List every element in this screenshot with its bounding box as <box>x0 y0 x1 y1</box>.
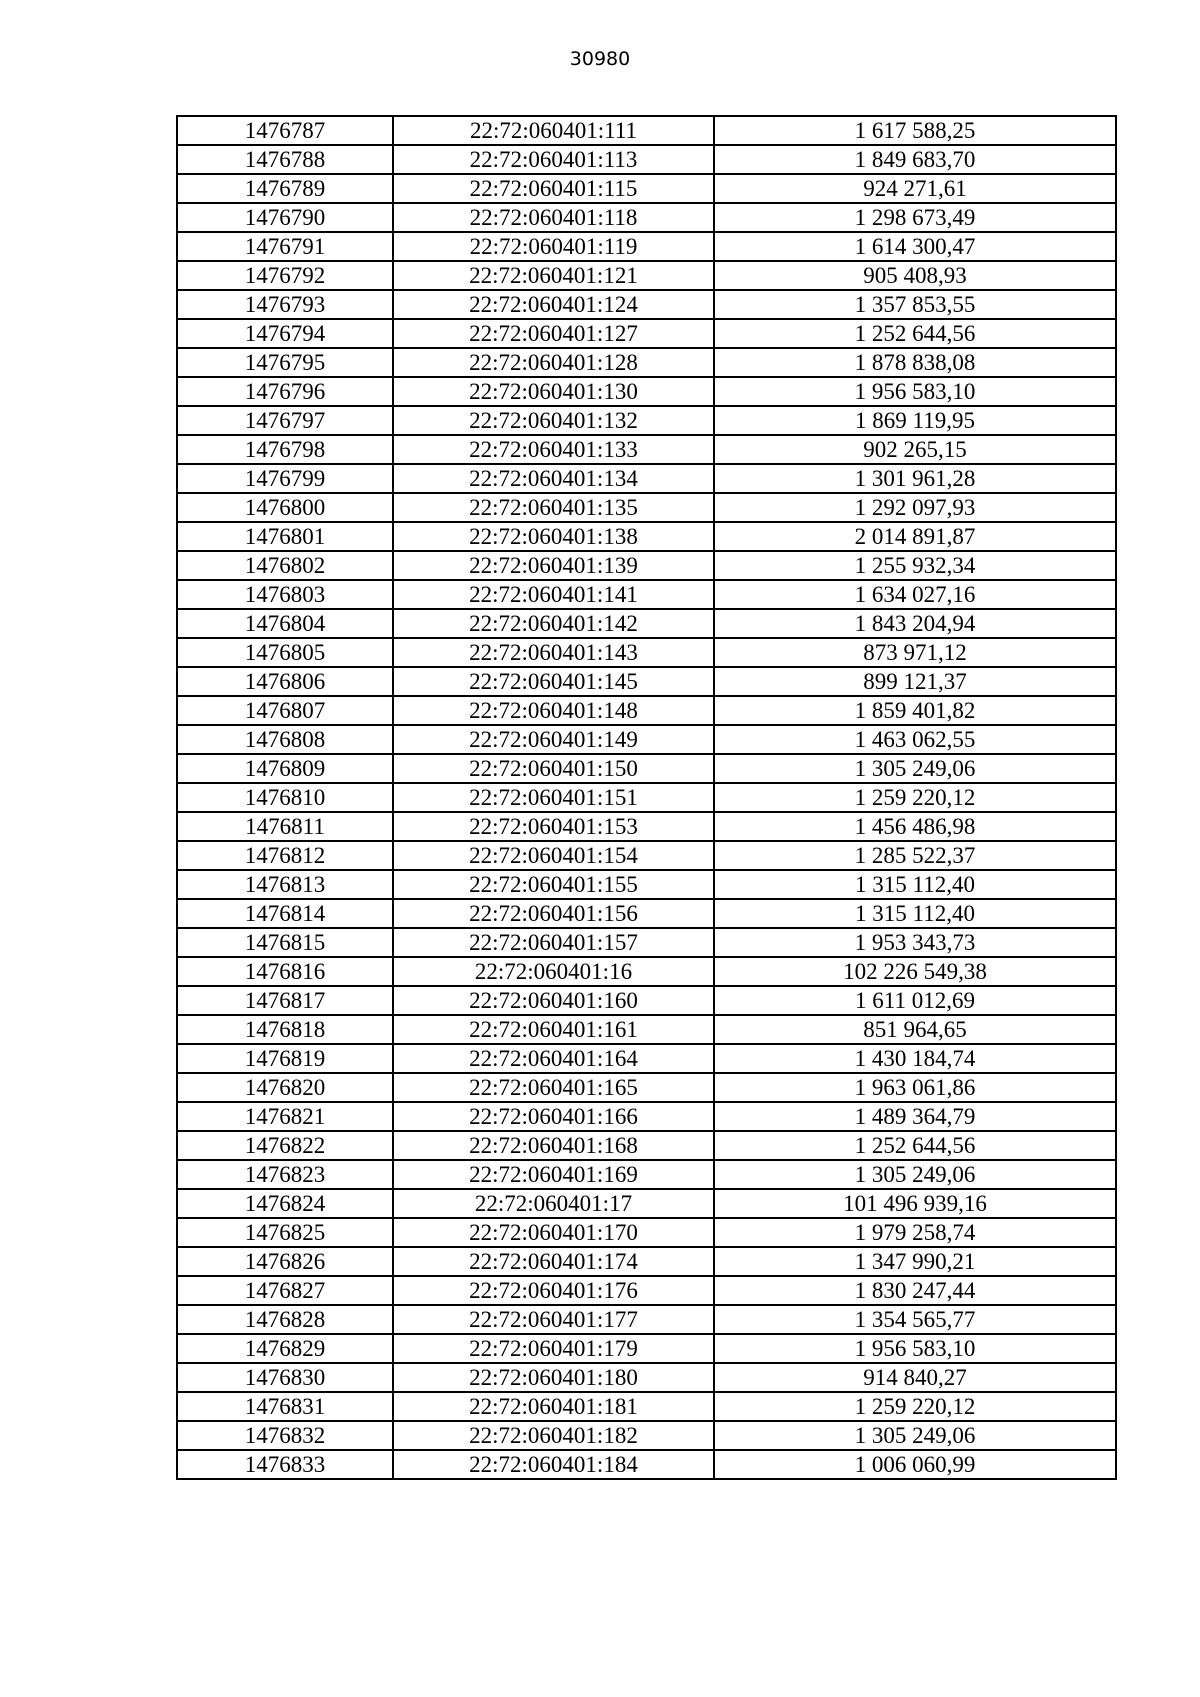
cadastral-value-cell: 1 456 486,98 <box>714 812 1116 841</box>
cadastral-number-cell: 22:72:060401:111 <box>393 116 714 145</box>
record-number-cell: 1476809 <box>177 754 393 783</box>
cadastral-value-cell: 1 259 220,12 <box>714 783 1116 812</box>
cadastral-number-cell: 22:72:060401:141 <box>393 580 714 609</box>
cadastral-value-cell: 1 259 220,12 <box>714 1392 1116 1421</box>
cadastral-number-cell: 22:72:060401:17 <box>393 1189 714 1218</box>
cadastral-value-cell: 1 305 249,06 <box>714 754 1116 783</box>
record-number-cell: 1476811 <box>177 812 393 841</box>
cadastral-value-cell: 1 255 932,34 <box>714 551 1116 580</box>
cadastral-number-cell: 22:72:060401:119 <box>393 232 714 261</box>
cadastral-number-cell: 22:72:060401:176 <box>393 1276 714 1305</box>
cadastral-value-cell: 1 611 012,69 <box>714 986 1116 1015</box>
table-row <box>177 725 1116 754</box>
cadastral-value-cell: 924 271,61 <box>714 174 1116 203</box>
cadastral-number-cell: 22:72:060401:148 <box>393 696 714 725</box>
cadastral-number-cell: 22:72:060401:165 <box>393 1073 714 1102</box>
record-number-cell: 1476813 <box>177 870 393 899</box>
table-row <box>177 1044 1116 1073</box>
cadastral-value-cell: 1 859 401,82 <box>714 696 1116 725</box>
cadastral-value-cell: 873 971,12 <box>714 638 1116 667</box>
record-number-cell: 1476806 <box>177 667 393 696</box>
cadastral-number-cell: 22:72:060401:164 <box>393 1044 714 1073</box>
table-row <box>177 899 1116 928</box>
record-number-cell: 1476802 <box>177 551 393 580</box>
cadastral-value-cell: 1 430 184,74 <box>714 1044 1116 1073</box>
table-row <box>177 638 1116 667</box>
cadastral-value-cell: 914 840,27 <box>714 1363 1116 1392</box>
record-number-cell: 1476824 <box>177 1189 393 1218</box>
table-row <box>177 580 1116 609</box>
record-number-cell: 1476818 <box>177 1015 393 1044</box>
table-row <box>177 174 1116 203</box>
cadastral-number-cell: 22:72:060401:170 <box>393 1218 714 1247</box>
record-number-cell: 1476800 <box>177 493 393 522</box>
table-row <box>177 319 1116 348</box>
table-row <box>177 870 1116 899</box>
table-row <box>177 522 1116 551</box>
cadastral-value-cell: 1 301 961,28 <box>714 464 1116 493</box>
cadastral-number-cell: 22:72:060401:139 <box>393 551 714 580</box>
cadastral-value-cell: 1 315 112,40 <box>714 870 1116 899</box>
cadastral-number-cell: 22:72:060401:160 <box>393 986 714 1015</box>
cadastral-value-cell: 1 830 247,44 <box>714 1276 1116 1305</box>
cadastral-number-cell: 22:72:060401:182 <box>393 1421 714 1450</box>
record-number-cell: 1476814 <box>177 899 393 928</box>
cadastral-value-cell: 1 298 673,49 <box>714 203 1116 232</box>
cadastral-value-cell: 102 226 549,38 <box>714 957 1116 986</box>
table-row <box>177 1102 1116 1131</box>
cadastral-number-cell: 22:72:060401:133 <box>393 435 714 464</box>
cadastral-value-cell: 1 979 258,74 <box>714 1218 1116 1247</box>
cadastral-value-cell: 101 496 939,16 <box>714 1189 1116 1218</box>
table-row <box>177 1363 1116 1392</box>
table-row <box>177 377 1116 406</box>
record-number-cell: 1476832 <box>177 1421 393 1450</box>
table-row <box>177 754 1116 783</box>
cadastral-value-cell: 2 014 891,87 <box>714 522 1116 551</box>
table-row <box>177 203 1116 232</box>
cadastral-number-cell: 22:72:060401:16 <box>393 957 714 986</box>
table-row <box>177 1015 1116 1044</box>
cadastral-value-cell: 1 357 853,55 <box>714 290 1116 319</box>
record-number-cell: 1476822 <box>177 1131 393 1160</box>
record-number-cell: 1476790 <box>177 203 393 232</box>
table-row <box>177 1247 1116 1276</box>
cadastral-number-cell: 22:72:060401:177 <box>393 1305 714 1334</box>
cadastral-value-cell: 1 305 249,06 <box>714 1421 1116 1450</box>
record-number-cell: 1476815 <box>177 928 393 957</box>
cadastral-value-cell: 1 006 060,99 <box>714 1450 1116 1479</box>
table-row <box>177 986 1116 1015</box>
record-number-cell: 1476823 <box>177 1160 393 1189</box>
cadastral-number-cell: 22:72:060401:155 <box>393 870 714 899</box>
table-row <box>177 1392 1116 1421</box>
cadastral-value-table <box>176 115 1117 1480</box>
record-number-cell: 1476799 <box>177 464 393 493</box>
table-row <box>177 928 1116 957</box>
cadastral-value-cell: 1 315 112,40 <box>714 899 1116 928</box>
cadastral-value-cell: 1 347 990,21 <box>714 1247 1116 1276</box>
cadastral-number-cell: 22:72:060401:156 <box>393 899 714 928</box>
cadastral-number-cell: 22:72:060401:179 <box>393 1334 714 1363</box>
cadastral-value-cell: 1 252 644,56 <box>714 319 1116 348</box>
record-number-cell: 1476787 <box>177 116 393 145</box>
table-row <box>177 1073 1116 1102</box>
cadastral-number-cell: 22:72:060401:161 <box>393 1015 714 1044</box>
record-number-cell: 1476794 <box>177 319 393 348</box>
cadastral-number-cell: 22:72:060401:169 <box>393 1160 714 1189</box>
record-number-cell: 1476789 <box>177 174 393 203</box>
table-row <box>177 783 1116 812</box>
cadastral-number-cell: 22:72:060401:118 <box>393 203 714 232</box>
cadastral-number-cell: 22:72:060401:135 <box>393 493 714 522</box>
record-number-cell: 1476791 <box>177 232 393 261</box>
cadastral-value-cell: 1 963 061,86 <box>714 1073 1116 1102</box>
cadastral-value-cell: 1 305 249,06 <box>714 1160 1116 1189</box>
cadastral-number-cell: 22:72:060401:124 <box>393 290 714 319</box>
record-number-cell: 1476825 <box>177 1218 393 1247</box>
cadastral-value-cell: 899 121,37 <box>714 667 1116 696</box>
cadastral-number-cell: 22:72:060401:113 <box>393 145 714 174</box>
record-number-cell: 1476801 <box>177 522 393 551</box>
cadastral-value-cell: 902 265,15 <box>714 435 1116 464</box>
table-row <box>177 145 1116 174</box>
cadastral-number-cell: 22:72:060401:115 <box>393 174 714 203</box>
cadastral-number-cell: 22:72:060401:166 <box>393 1102 714 1131</box>
record-number-cell: 1476792 <box>177 261 393 290</box>
cadastral-number-cell: 22:72:060401:174 <box>393 1247 714 1276</box>
record-number-cell: 1476827 <box>177 1276 393 1305</box>
cadastral-value-cell: 1 956 583,10 <box>714 377 1116 406</box>
table-row <box>177 290 1116 319</box>
table-row <box>177 667 1116 696</box>
cadastral-number-cell: 22:72:060401:138 <box>393 522 714 551</box>
record-number-cell: 1476819 <box>177 1044 393 1073</box>
table-row <box>177 1189 1116 1218</box>
table-row <box>177 116 1116 145</box>
table-row <box>177 841 1116 870</box>
record-number-cell: 1476817 <box>177 986 393 1015</box>
cadastral-value-cell: 1 617 588,25 <box>714 116 1116 145</box>
table-row <box>177 812 1116 841</box>
cadastral-number-cell: 22:72:060401:127 <box>393 319 714 348</box>
cadastral-number-cell: 22:72:060401:153 <box>393 812 714 841</box>
cadastral-value-cell: 1 953 343,73 <box>714 928 1116 957</box>
cadastral-number-cell: 22:72:060401:150 <box>393 754 714 783</box>
table-row <box>177 1276 1116 1305</box>
record-number-cell: 1476831 <box>177 1392 393 1421</box>
cadastral-value-cell: 1 292 097,93 <box>714 493 1116 522</box>
table-row <box>177 1450 1116 1479</box>
table-row <box>177 1160 1116 1189</box>
cadastral-value-cell: 1 463 062,55 <box>714 725 1116 754</box>
table-row <box>177 435 1116 464</box>
cadastral-number-cell: 22:72:060401:121 <box>393 261 714 290</box>
cadastral-number-cell: 22:72:060401:128 <box>393 348 714 377</box>
cadastral-value-cell: 1 252 644,56 <box>714 1131 1116 1160</box>
record-number-cell: 1476793 <box>177 290 393 319</box>
cadastral-value-cell: 1 614 300,47 <box>714 232 1116 261</box>
record-number-cell: 1476788 <box>177 145 393 174</box>
table-row <box>177 493 1116 522</box>
record-number-cell: 1476796 <box>177 377 393 406</box>
table-row <box>177 1305 1116 1334</box>
table-row <box>177 551 1116 580</box>
table-row <box>177 609 1116 638</box>
table-row <box>177 957 1116 986</box>
cadastral-number-cell: 22:72:060401:130 <box>393 377 714 406</box>
cadastral-number-cell: 22:72:060401:143 <box>393 638 714 667</box>
record-number-cell: 1476830 <box>177 1363 393 1392</box>
record-number-cell: 1476820 <box>177 1073 393 1102</box>
cadastral-number-cell: 22:72:060401:145 <box>393 667 714 696</box>
record-number-cell: 1476816 <box>177 957 393 986</box>
cadastral-value-cell: 1 489 364,79 <box>714 1102 1116 1131</box>
cadastral-value-cell: 1 285 522,37 <box>714 841 1116 870</box>
record-number-cell: 1476808 <box>177 725 393 754</box>
record-number-cell: 1476798 <box>177 435 393 464</box>
cadastral-number-cell: 22:72:060401:180 <box>393 1363 714 1392</box>
cadastral-number-cell: 22:72:060401:184 <box>393 1450 714 1479</box>
cadastral-value-cell: 851 964,65 <box>714 1015 1116 1044</box>
record-number-cell: 1476804 <box>177 609 393 638</box>
table-row <box>177 1421 1116 1450</box>
table-row <box>177 232 1116 261</box>
cadastral-number-cell: 22:72:060401:142 <box>393 609 714 638</box>
cadastral-number-cell: 22:72:060401:132 <box>393 406 714 435</box>
record-number-cell: 1476833 <box>177 1450 393 1479</box>
cadastral-value-cell: 905 408,93 <box>714 261 1116 290</box>
table-row <box>177 1218 1116 1247</box>
table-row <box>177 464 1116 493</box>
cadastral-value-cell: 1 956 583,10 <box>714 1334 1116 1363</box>
record-number-cell: 1476829 <box>177 1334 393 1363</box>
table-row <box>177 348 1116 377</box>
cadastral-number-cell: 22:72:060401:151 <box>393 783 714 812</box>
cadastral-value-cell: 1 878 838,08 <box>714 348 1116 377</box>
record-number-cell: 1476795 <box>177 348 393 377</box>
record-number-cell: 1476821 <box>177 1102 393 1131</box>
cadastral-value-cell: 1 869 119,95 <box>714 406 1116 435</box>
cadastral-value-cell: 1 849 683,70 <box>714 145 1116 174</box>
record-number-cell: 1476828 <box>177 1305 393 1334</box>
record-number-cell: 1476797 <box>177 406 393 435</box>
cadastral-value-cell: 1 843 204,94 <box>714 609 1116 638</box>
table-row <box>177 406 1116 435</box>
cadastral-value-cell: 1 634 027,16 <box>714 580 1116 609</box>
page-number: 30980 <box>569 48 631 70</box>
cadastral-number-cell: 22:72:060401:168 <box>393 1131 714 1160</box>
cadastral-number-cell: 22:72:060401:157 <box>393 928 714 957</box>
cadastral-number-cell: 22:72:060401:181 <box>393 1392 714 1421</box>
cadastral-number-cell: 22:72:060401:134 <box>393 464 714 493</box>
record-number-cell: 1476810 <box>177 783 393 812</box>
table-row <box>177 1131 1116 1160</box>
cadastral-value-cell: 1 354 565,77 <box>714 1305 1116 1334</box>
record-number-cell: 1476812 <box>177 841 393 870</box>
record-number-cell: 1476826 <box>177 1247 393 1276</box>
table-row <box>177 696 1116 725</box>
record-number-cell: 1476803 <box>177 580 393 609</box>
table-row <box>177 1334 1116 1363</box>
record-number-cell: 1476807 <box>177 696 393 725</box>
record-number-cell: 1476805 <box>177 638 393 667</box>
cadastral-number-cell: 22:72:060401:149 <box>393 725 714 754</box>
table-body <box>177 116 1116 1479</box>
cadastral-number-cell: 22:72:060401:154 <box>393 841 714 870</box>
table-row <box>177 261 1116 290</box>
